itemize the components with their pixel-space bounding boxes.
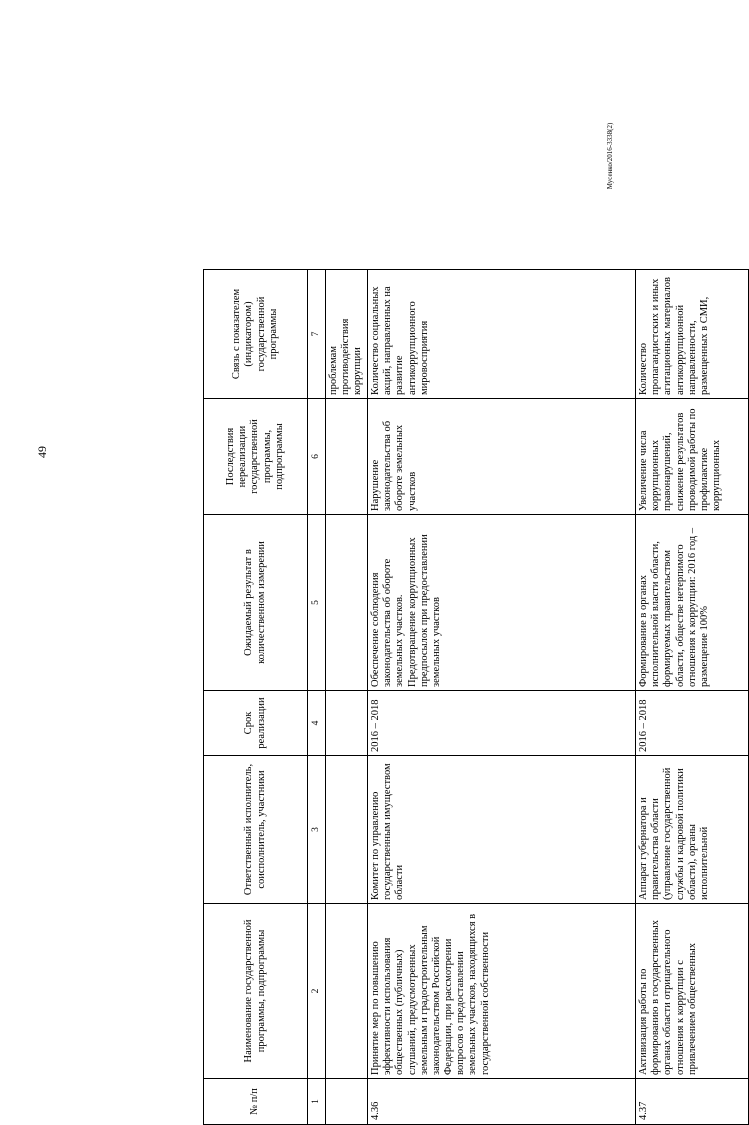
header-cell: Связь с показателем (индикатором) государственной программы [203, 270, 307, 399]
column-number-row [307, 270, 325, 1125]
header-cell: Ожидаемый результат в количественном измерении [203, 515, 307, 691]
term: 2016 – 2018 [635, 691, 748, 756]
expected-result: Формирование в органах исполнительной власти области, формируемых правительством области, обществе нетерпимого отношения к коррупции: 2016 год – размещение 100% [635, 515, 748, 691]
term: 2016 – 2018 [367, 691, 635, 756]
expected-result: Обеспечение соблюдения законодательства об обороте земельных участков. Предотвращение коррупционных предпосылок при предоставлении земельных участков [367, 515, 635, 691]
consequences: Нарушение законодательства об обороте земельных участков [367, 399, 635, 515]
page-number: 49 [35, 446, 49, 458]
measure-name: Принятие мер по повышению эффективности использования общественных (публичных) слушаний, предусмотренных земельным и градостроительным законодательством Российской Федерации, при рассмотрении вопросов о предоставлении земельных участков, находящихся в государственной собственности [367, 904, 635, 1079]
consequences: Увеличение числа коррупционных правонарушений, снижение результатов проводимой работы по профилактике коррупционных [635, 399, 748, 515]
header-cell: Последствия нереализации государственной программы, подпрограммы [203, 399, 307, 515]
header-row [203, 270, 307, 1125]
rotated-table-wrapper [203, 270, 748, 1125]
indicator-link: Количество пропагандистских и иных агитационных материалов антикоррупционной направленности, размещенных в СМИ, [635, 270, 748, 399]
column-number: 7 [307, 270, 325, 399]
header-cell: Срок реализации [203, 691, 307, 756]
program-measures-table [203, 269, 749, 1125]
column-number: 4 [307, 691, 325, 756]
document-code: Мусенко/2016-3338(2) [606, 122, 614, 190]
executor: Аппарат губернатора и правительства области (управление государственной службы и кадровой политики области), органы исполнительной [635, 756, 748, 904]
table-row [635, 270, 748, 1125]
table-cell [325, 399, 367, 515]
indicator-link: Количество социальных акций, направленных на развитие антикоррупционного мировосприятия [367, 270, 635, 399]
continuation-row [325, 270, 367, 1125]
measure-name: Активизация работы по формированию в государственных органах области отрицательного отношения к коррупции с привлечением общественных [635, 904, 748, 1079]
table-cell [325, 904, 367, 1079]
column-number: 5 [307, 515, 325, 691]
row-number: 4.37 [635, 1079, 748, 1125]
table-cell [325, 691, 367, 756]
table-row [367, 270, 635, 1125]
header-cell: № п/п [203, 1079, 307, 1125]
header-cell: Наименование государственной программы, подпрограммы [203, 904, 307, 1079]
executor: Комитет по управлению государственным имуществом области [367, 756, 635, 904]
header-cell: Ответственный исполнитель, соисполнитель, участники [203, 756, 307, 904]
table-cell: проблемам противодействия коррупции [325, 270, 367, 399]
table-cell [325, 515, 367, 691]
row-number: 4.36 [367, 1079, 635, 1125]
table-cell [325, 756, 367, 904]
column-number: 2 [307, 904, 325, 1079]
column-number: 6 [307, 399, 325, 515]
table-cell [325, 1079, 367, 1125]
column-number: 1 [307, 1079, 325, 1125]
column-number: 3 [307, 756, 325, 904]
